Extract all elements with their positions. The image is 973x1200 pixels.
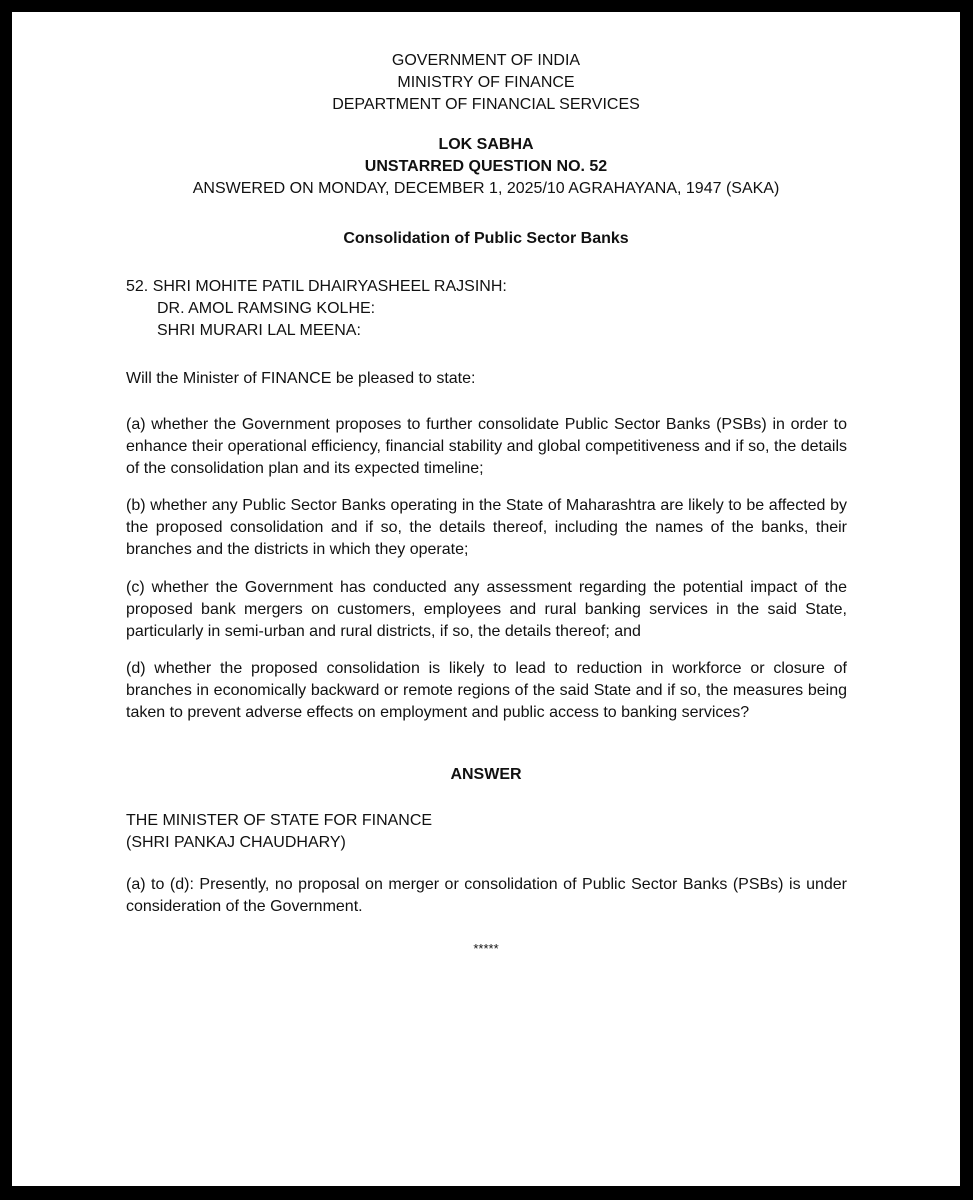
header-department: DEPARTMENT OF FINANCIAL SERVICES bbox=[332, 96, 640, 113]
member-name: 52. SHRI MOHITE PATIL DHAIRYASHEEL RAJSINH: bbox=[126, 278, 507, 295]
question-part-b: (b) whether any Public Sector Banks operating in the State of Maharashtra are likely to be affected by the proposed consolidation and if so, the details thereof, including the names of the banks, their branches and the districts in which they operate; bbox=[126, 497, 847, 558]
member-name: SHRI MURARI LAL MEENA: bbox=[157, 322, 361, 339]
question-subject: Consolidation of Public Sector Banks bbox=[343, 230, 629, 247]
house-name: LOK SABHA bbox=[438, 136, 534, 153]
question-header bbox=[12, 134, 960, 200]
answered-on-date: ANSWERED ON MONDAY, DECEMBER 1, 2025/10 AGRAHAYANA, 1947 (SAKA) bbox=[192, 180, 780, 197]
end-marker: ***** bbox=[473, 941, 499, 956]
document-page bbox=[12, 12, 960, 1186]
answer-text: (a) to (d): Presently, no proposal on merger or consolidation of Public Sector Banks (PSBs) is under consideration of the Government. bbox=[126, 876, 847, 915]
question-part-c: (c) whether the Government has conducted any assessment regarding the potential impact of the proposed bank mergers on customers, employees and rural banking services in the said State, particularly in semi-urban and rural districts, if so, the details thereof; and bbox=[126, 579, 847, 640]
minister-title: THE MINISTER OF STATE FOR FINANCE bbox=[126, 812, 433, 829]
header-government: GOVERNMENT OF INDIA bbox=[391, 52, 581, 69]
answer-heading: ANSWER bbox=[450, 766, 522, 783]
question-part-d: (d) whether the proposed consolidation is likely to lead to reduction in workforce or closure of branches in economically backward or remote regions of the said State and if so, the measures being taken to prevent adverse effects on employment and public access to banking services? bbox=[126, 660, 847, 721]
issuing-authority bbox=[12, 50, 960, 116]
question-intro: Will the Minister of FINANCE be pleased to state: bbox=[126, 370, 476, 387]
header-ministry: MINISTRY OF FINANCE bbox=[397, 74, 575, 91]
minister-block bbox=[126, 810, 847, 854]
question-part-a: (a) whether the Government proposes to further consolidate Public Sector Banks (PSBs) in order to enhance their operational efficiency, financial stability and global competitiveness and if so, the details of the consolidation plan and its expected timeline; bbox=[126, 416, 847, 477]
minister-name: (SHRI PANKAJ CHAUDHARY) bbox=[126, 834, 346, 851]
member-name: DR. AMOL RAMSING KOLHE: bbox=[157, 300, 376, 317]
question-number: UNSTARRED QUESTION NO. 52 bbox=[364, 158, 608, 175]
member-list bbox=[126, 276, 847, 342]
